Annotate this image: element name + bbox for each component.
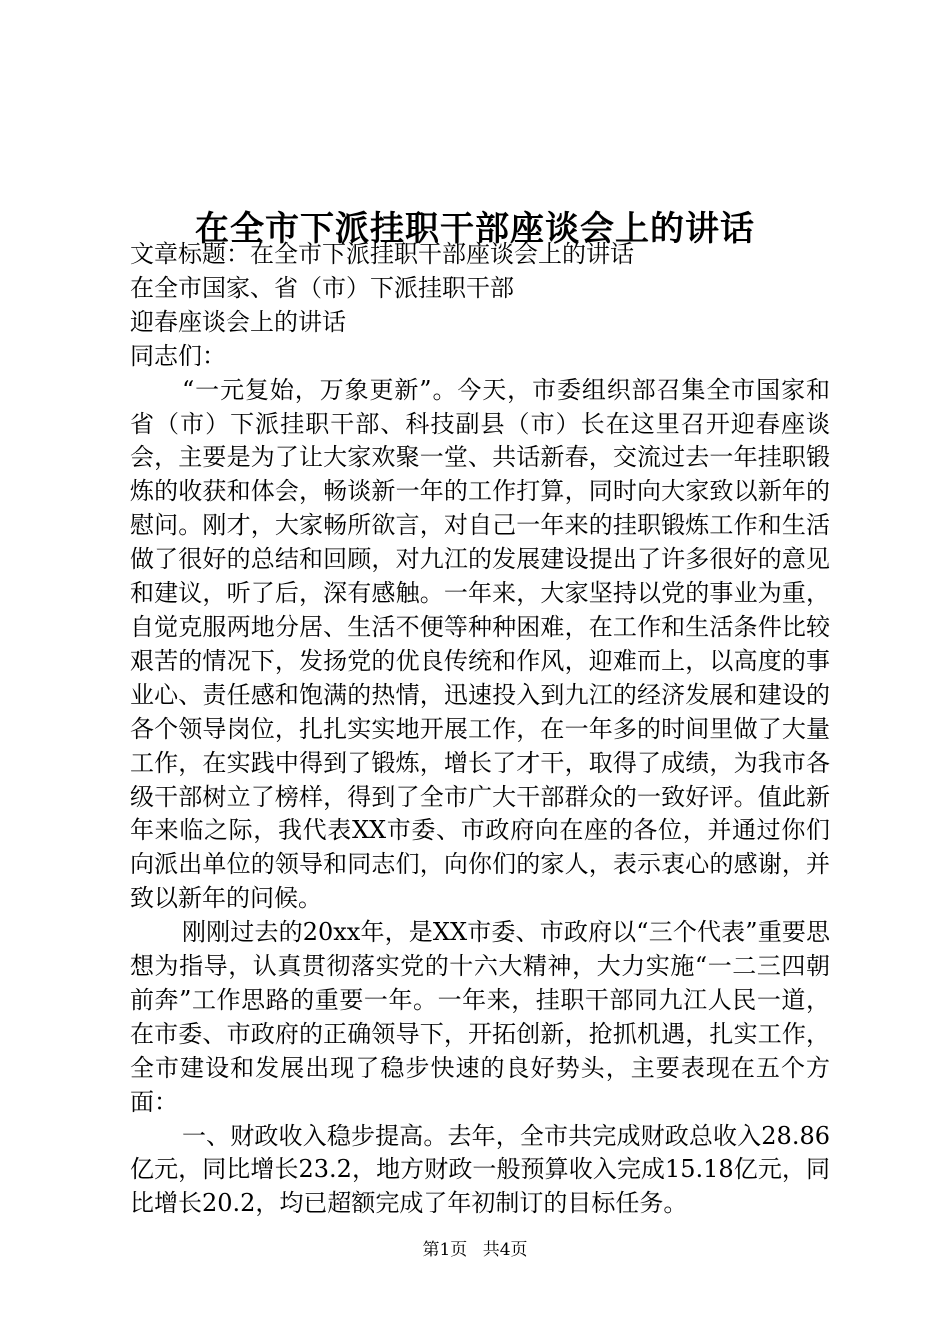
paragraph-2: 刚刚过去的20xx年，是XX市委、市政府以“三个代表”重要思想为指导，认真贯彻落实党的十六大精神，大力实施“一二三四朝前奔”工作思路的重要一年。一年来，挂职干部同九江人民一道，在市委、市政府的正确领导下，开拓创新，抢抓机遇，扎实工作，全市建设和发展出现了稳步快速的良好势头，主要表现在五个方面：	[130, 918, 830, 1116]
page-number: 第1页	[422, 1240, 468, 1260]
page-total: 共4页	[482, 1240, 528, 1260]
speech-heading-line-2: 迎春座谈会上的讲话	[130, 307, 346, 336]
paragraph-3: 一、财政收入稳步提高。去年，全市共完成财政总收入28.86亿元，同比增长23.2，地方财政一般预算收入完成15.18亿元，同比增长20.2，均已超额完成了年初制订的目标任务。	[130, 1121, 830, 1218]
document-body	[130, 238, 830, 1221]
paragraph-1: “一元复始，万象更新”。今天，市委组织部召集全市国家和省（市）下派挂职干部、科技副县（市）长在这里召开迎春座谈会，主要是为了让大家欢聚一堂、共话新春，交流过去一年挂职锻炼的收获和体会，畅谈新一年的工作打算，同时向大家致以新年的慰问。刚才，大家畅所欲言，对自己一年来的挂职锻炼工作和生活做了很好的总结和回顾，对九江的发展建设提出了许多很好的意见和建议，听了后，深有感触。一年来，大家坚持以党的事业为重，自觉克服两地分居、生活不便等种种困难，在工作和生活条件比较艰苦的情况下，发扬党的优良传统和作风，迎难而上，以高度的事业心、责任感和饱满的热情，迅速投入到九江的经济发展和建设的各个领导岗位，扎扎实实地开展工作，在一年多的时间里做了大量工作，在实践中得到了锻炼，增长了才干，取得了成绩，为我市各级干部树立了榜样，得到了全市广大干部群众的一致好评。值此新年来临之际，我代表XX市委、市政府向在座的各位，并通过你们向派出单位的领导和同志们，向你们的家人，表示衷心的感谢，并致以新年的问候。	[130, 375, 830, 913]
speech-heading-line-1: 在全市国家、省（市）下派挂职干部	[130, 273, 514, 302]
article-title-line: 文章标题：在全市下派挂职干部座谈会上的讲话	[130, 240, 634, 268]
page-footer	[0, 1238, 950, 1262]
document-title: 在全市下派挂职干部座谈会上的讲话	[195, 208, 755, 249]
salutation: 同志们：	[130, 341, 226, 370]
